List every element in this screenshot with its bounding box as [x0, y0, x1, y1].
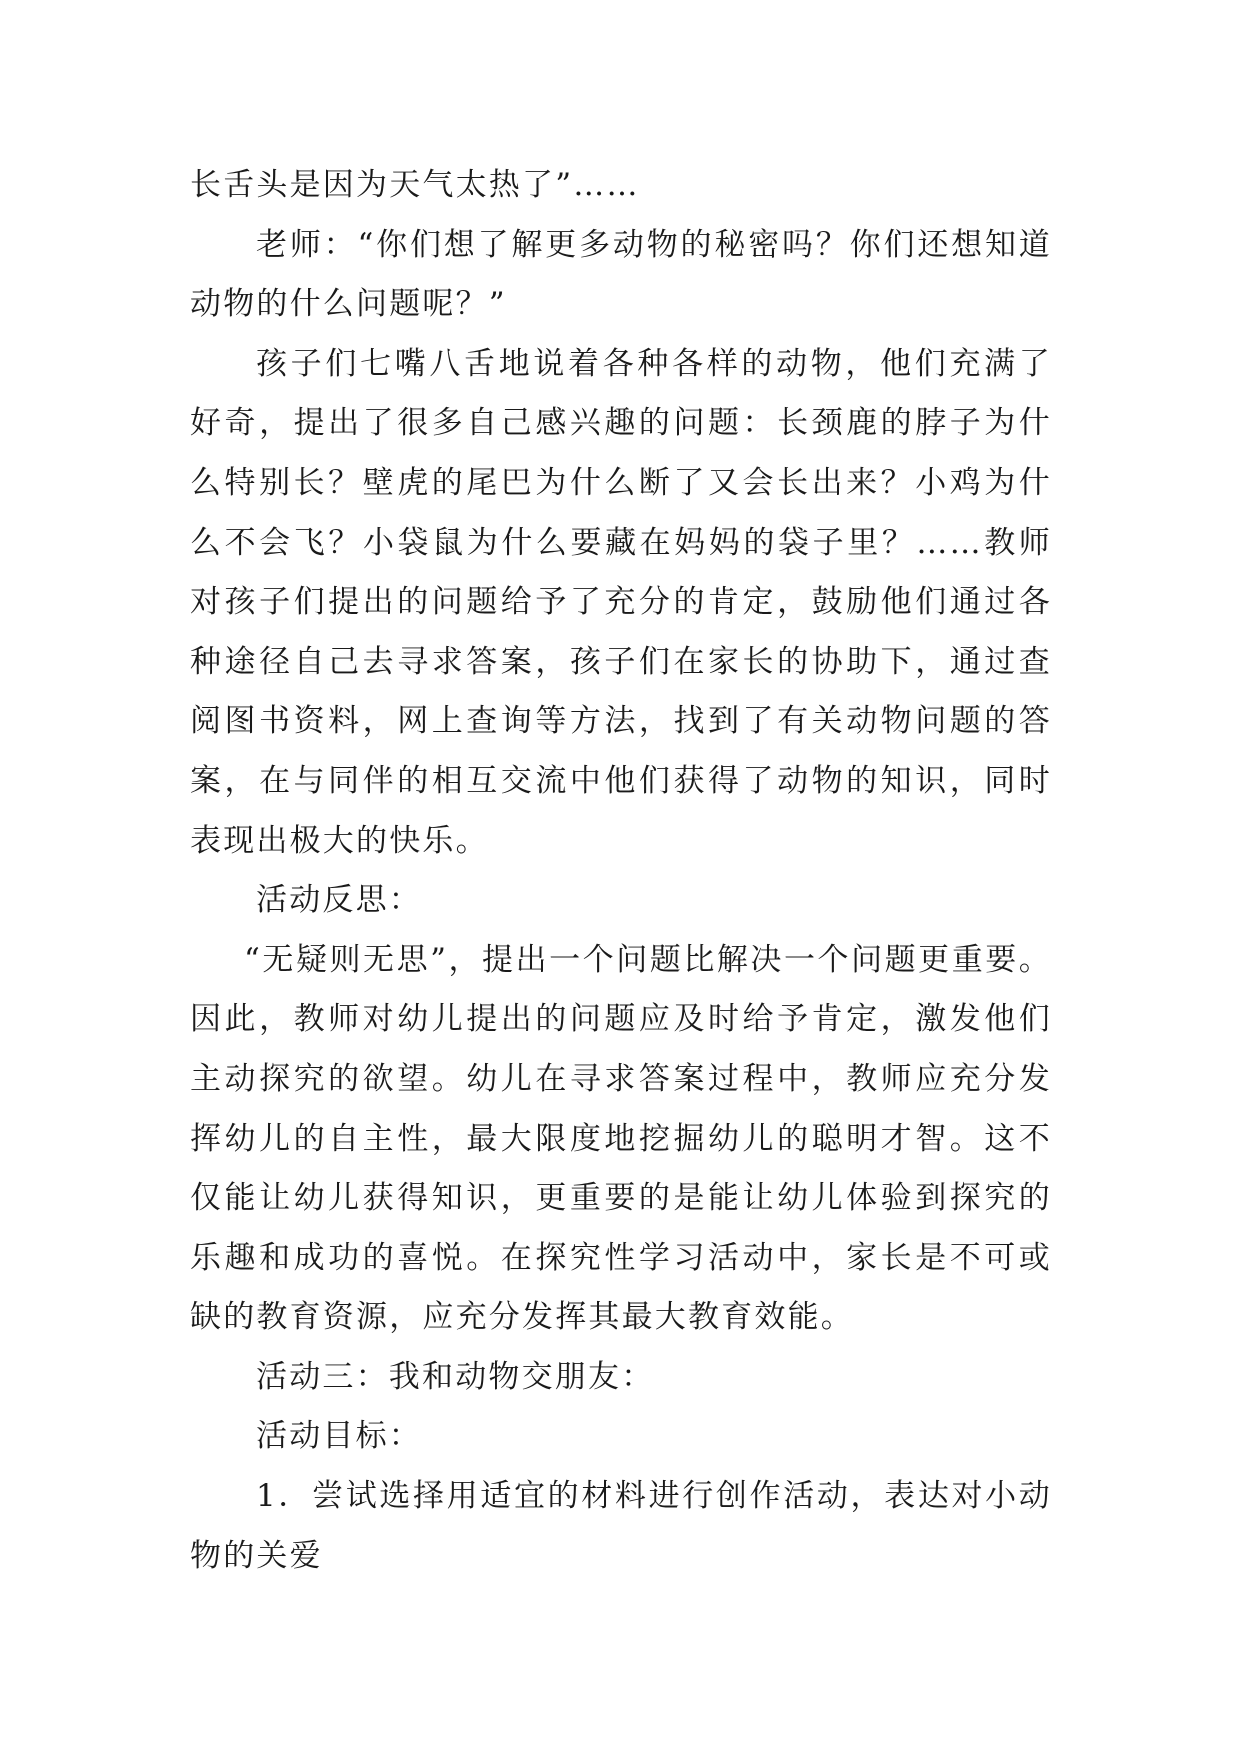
paragraph-continuation: 长舌头是因为天气太热了”……: [190, 167, 640, 203]
heading-activity-goals: 活动目标：: [256, 1418, 422, 1455]
document-body: [190, 156, 1052, 1586]
paragraph-reflection: “无疑则无思”，提出一个问题比解决一个问题更重要。因此，教师对幼儿提出的问题应及时给予肯定，激发他们主动探究的欲望。幼儿在寻求答案过程中，教师应充分发挥幼儿的自主性，最大限度地挖掘幼儿的聪明才智。这不仅能让幼儿获得知识，更重要的是能让幼儿体验到探究的乐趣和成功的喜悦。在探究性学习活动中，家长是不可或缺的教育资源，应充分发挥其最大教育效能。: [190, 941, 1052, 1336]
heading-activity-three: 活动三：我和动物交朋友：: [256, 1358, 655, 1395]
paragraph-teacher-question: 老师：“你们想了解更多动物的秘密吗？你们还想知道动物的什么问题呢？”: [190, 226, 1052, 323]
paragraph-goal-one: 1．尝试选择用适宜的材料进行创作活动，表达对小动物的关爱: [190, 1478, 1052, 1574]
paragraph-children-questions: 孩子们七嘴八舌地说着各种各样的动物，他们充满了好奇，提出了很多自己感兴趣的问题：长颈鹿的脖子为什么特别长？壁虎的尾巴为什么断了又会长出来？小鸡为什么不会飞？小袋鼠为什么要藏在妈妈的袋子里？……教师对孩子们提出的问题给予了充分的肯定，鼓励他们通过各种途径自己去寻求答案，孩子们在家长的协助下，通过查阅图书资料，网上查询等方法，找到了有关动物问题的答案，在与同伴的相互交流中他们获得了动物的知识，同时表现出极大的快乐。: [190, 345, 1052, 859]
heading-activity-reflection: 活动反思：: [256, 882, 422, 919]
